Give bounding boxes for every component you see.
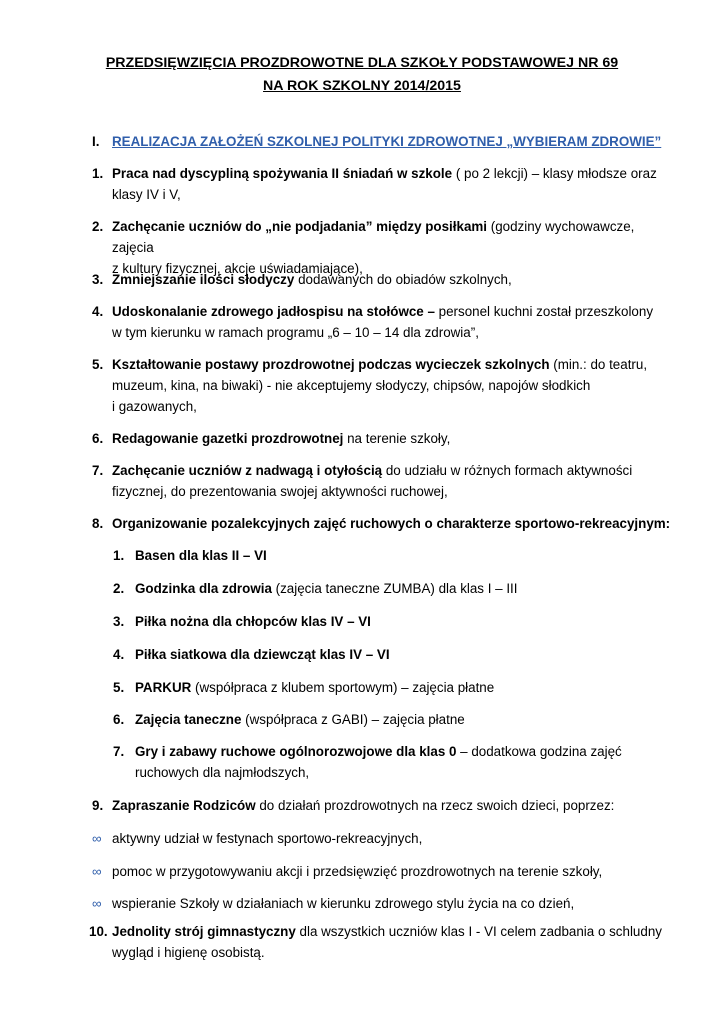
item-continuation: z kultury fizycznej, akcje uświadamiające), [112,261,363,276]
item-text: ( po 2 lekcji) – klasy młodsze oraz [452,166,657,181]
item-number: 6. [92,431,104,446]
page-title: PRZEDSIĘWZIĘCIA PROZDROWOTNE DLA SZKOŁY PODSTAWOWEJ NR 69 [105,55,619,71]
item-bold: Praca nad dyscypliną spożywania II śniadań w szkole [112,166,453,181]
item-text: (godziny wychowawcze, zajęcia [112,219,635,255]
sub-item-number: 3. [113,614,125,629]
sub-item-bold: Piłka nożna dla chłopców klas IV – VI [135,614,371,629]
item-number: 10. [89,924,108,939]
item-bold: Kształtowanie postawy prozdrowotnej podczas wycieczek szkolnych [112,357,550,372]
item-text: na terenie szkoły, [343,431,451,446]
sub-item-number: 7. [113,744,125,759]
infinity-bullet-icon: ∞ [92,831,102,846]
item-text: (min.: do teatru, [549,357,648,372]
list-item [92,795,672,816]
bullet-text: aktywny udział w festynach sportowo-rekreacyjnych, [112,831,423,846]
item-text: dodawanych do obiadów szkolnych, [294,272,512,287]
item-number: 5. [92,357,104,372]
sub-item-continuation: ruchowych dla najmłodszych, [135,765,310,780]
bullet-item [92,828,422,849]
sub-item-bold: Godzinka dla zdrowia [135,581,272,596]
bullet-item [92,893,574,914]
sub-list-item [113,611,673,632]
list-item [92,301,672,343]
item-bold: Zachęcanie uczniów z nadwagą i otyłością [112,463,383,478]
sub-item-text: – dodatkowa godzina zajęć [456,744,622,759]
item-number: 3. [92,272,104,287]
sub-item-bold: Zajęcia taneczne [135,712,242,727]
sub-item-text: (współpraca z GABI) – zajęcia płatne [241,712,465,727]
item-text: do działań prozdrowotnych na rzecz swoich dzieci, poprzez: [255,798,615,813]
sub-list-item [113,545,673,566]
list-item [89,921,674,963]
item-bold: Zmniejszanie ilości słodyczy [112,272,295,287]
sub-list-item [113,741,673,783]
item-number: 9. [92,798,104,813]
page-subtitle: NA ROK SZKOLNY 2014/2015 [263,78,461,94]
sub-list-item [113,578,673,599]
sub-item-text: (zajęcia taneczne ZUMBA) dla klas I – III [271,581,518,596]
item-continuation: wygląd i higienę osobistą. [112,945,265,960]
item-bold: Zapraszanie Rodziców [112,798,256,813]
item-continuation: fizycznej, do prezentowania swojej aktywności ruchowej, [112,484,448,499]
sub-item-bold: Basen dla klas II – VI [135,548,267,563]
sub-item-text: (współpraca z klubem sportowym) – zajęcia płatne [191,680,495,695]
item-number: 4. [92,304,104,319]
sub-item-number: 2. [113,581,125,596]
sub-item-number: 4. [113,647,125,662]
sub-item-number: 6. [113,712,125,727]
bullet-text: wspieranie Szkoły w działaniach w kierunku zdrowego stylu życia na co dzień, [112,896,575,911]
section-number: I. [92,134,100,149]
list-item [92,460,672,502]
item-text: dla wszystkich uczniów klas I - VI celem zadbania o schludny [295,924,662,939]
item-number: 8. [92,516,104,531]
item-bold: Redagowanie gazetki prozdrowotnej [112,431,344,446]
list-item [92,163,672,205]
sub-list-item [113,709,673,730]
item-number: 7. [92,463,104,478]
bullet-item [92,861,602,882]
sub-item-number: 1. [113,548,125,563]
item-continuation: muzeum, kina, na biwaki) - nie akceptujemy słodyczy, chipsów, napojów słodkich [112,378,591,393]
item-text: do udziału w różnych formach aktywności [382,463,633,478]
sub-list-item [113,644,673,665]
item-continuation: klasy IV i V, [112,187,181,202]
list-item [92,354,672,417]
item-bold: Organizowanie pozalekcyjnych zajęć ruchowych o charakterze sportowo-rekreacyjnym: [112,516,671,531]
item-text: personel kuchni został przeszkolony [434,304,654,319]
list-item [92,269,672,290]
sub-item-number: 5. [113,680,125,695]
item-number: 1. [92,166,104,181]
item-bold: Udoskonalanie zdrowego jadłospisu na stołówce – [112,304,435,319]
item-bold: Zachęcanie uczniów do „nie podjadania” między posiłkami [112,219,488,234]
sub-item-bold: Piłka siatkowa dla dziewcząt klas IV – VI [135,647,390,662]
item-continuation: w tym kierunku w ramach programu „6 – 10 – 14 dla zdrowia”, [112,325,479,340]
infinity-bullet-icon: ∞ [92,896,102,911]
list-item [92,513,672,534]
sub-item-bold: PARKUR [135,680,192,695]
section-label: REALIZACJA ZAŁOŻEŃ SZKOLNEJ POLITYKI ZDROWOTNEJ „WYBIERAM ZDROWIE” [112,134,662,149]
list-item [92,428,672,449]
bullet-text: pomoc w przygotowywaniu akcji i przedsięwzięć prozdrowotnych na terenie szkoły, [112,864,603,879]
infinity-bullet-icon: ∞ [92,864,102,879]
item-continuation-2: i gazowanych, [112,399,197,414]
sub-list-item [113,677,673,698]
item-number: 2. [92,219,104,234]
sub-item-bold: Gry i zabawy ruchowe ogólnorozwojowe dla klas 0 [135,744,457,759]
item-bold: Jednolity strój gimnastyczny [112,924,296,939]
